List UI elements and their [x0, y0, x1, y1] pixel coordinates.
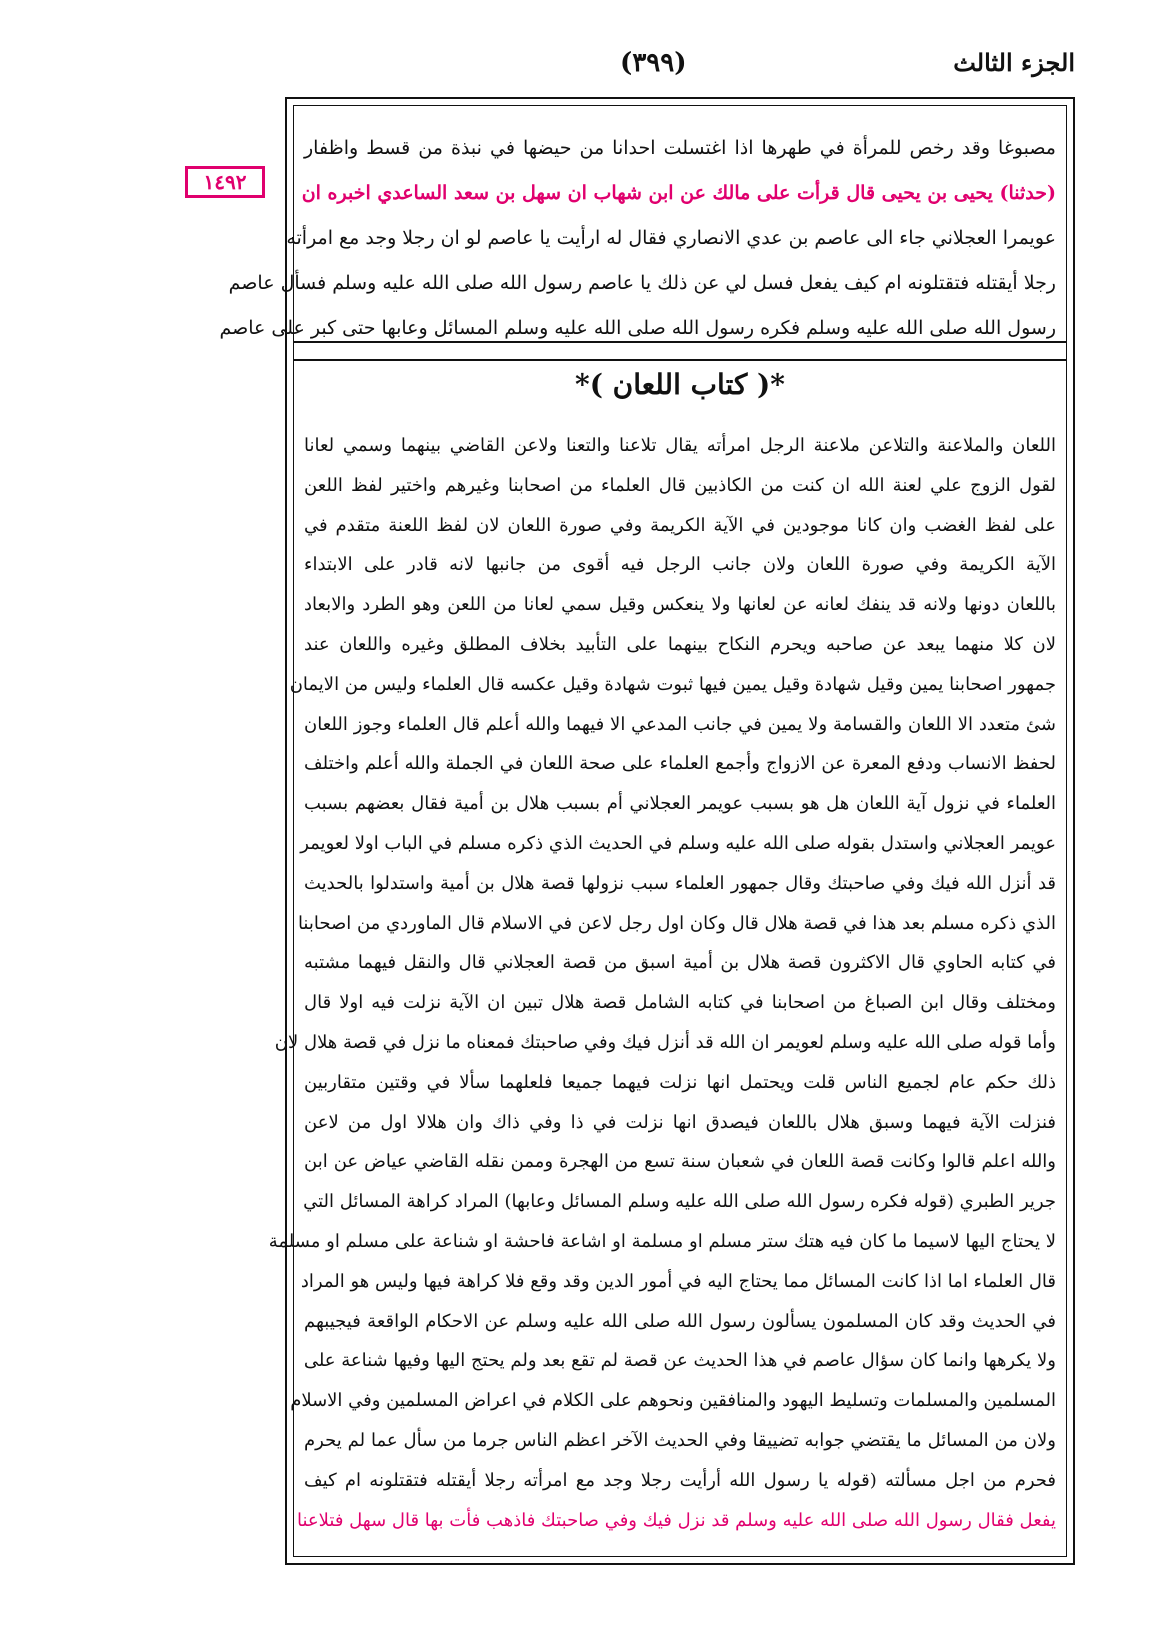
body-line: الآية الكريمة وفي صورة اللعان ولان جانب الرجل فيه أقوى من جانبها لانه قادر على الابتداء	[304, 554, 1056, 576]
hadith-line: رسول الله صلى الله عليه وسلم فكره رسول الله صلى الله عليه وسلم المسائل وعابها حتى كبر على عاصم	[219, 317, 1056, 339]
body-line: العلماء في نزول آية اللعان هل هو بسبب عويمر العجلاني أم بسبب هلال بن أمية فقال بعضهم بسبب	[304, 793, 1056, 815]
body-line: في الحديث وقد كان المسلمون يسألون رسول الله صلى الله عليه وسلم عن الاحكام الواقعة فيجيبهم	[304, 1310, 1056, 1332]
body-line: وأما قوله صلى الله عليه وسلم لعويمر ان الله قد أنزل فيك وفي صاحبتك فمعناه ما نزل في قصة هلال لان	[274, 1031, 1056, 1053]
body-line: على لفظ الغضب وان كانا موجودين في الآية الكريمة وفي صورة اللعان لان لفظ اللعنة متقدم في	[304, 514, 1056, 536]
body-line: لحفظ الانساب ودفع المعرة عن الازواج وأجمع العلماء على صحة اللعان في الجملة والله أعلم واختلف	[304, 753, 1056, 775]
section-divider	[294, 341, 1066, 361]
body-line: لقول الزوج علي لعنة الله ان كنت من الكاذبين قال العلماء من اصحابنا وغيرهم واختير لفظ اللعن	[304, 474, 1056, 496]
part-title: الجزء الثالث	[953, 48, 1075, 77]
body-line: عويمر العجلاني واستدل بقوله صلى الله عليه وسلم في الحديث الذي ذكره مسلم في الباب اولا لعويمر	[300, 832, 1056, 854]
body-line: في كتابه الحاوي قال الاكثرون قصة هلال بن أمية اسبق من قصة العجلاني قال والنقل فيهما مشتبه	[304, 952, 1056, 974]
body-line: والله اعلم قالوا وكانت قصة اللعان في شعبان سنة تسع من الهجرة وممن نقله القاضي عياض عن ابن	[304, 1151, 1056, 1173]
body-line: ولان من المسائل ما يقتضي جوابه تضييقا وفي الحديث الآخر اعظم الناس جرما من سأل عما لم يحرم	[304, 1429, 1056, 1451]
body-line: اللعان والملاعنة والتلاعن ملاعنة الرجل امرأته يقال تلاعنا والتعنا ولاعن القاضي بينهما وسمي لعانا	[304, 435, 1056, 456]
commentary-text-block	[268, 426, 1056, 1540]
body-line: ولا يكرهها وانما كان سؤال عاصم في هذا الحديث عن قصة لم تقع بعد ولم يحتج اليها وفيها شناعة على	[303, 1350, 1056, 1372]
page-header	[285, 48, 1075, 88]
body-line: باللعان دونها ولانه قد ينفك لعانه عن لعانها ولا ينعكس وقيل سمي لعانا من اللعن وهو الطرد والابعاد	[304, 594, 1056, 616]
body-line: جرير الطبري (قوله فكره رسول الله صلى الله عليه وسلم المسائل وعابها) المراد كراهة المسائل التي	[303, 1191, 1056, 1213]
body-line: قال العلماء اما اذا كانت المسائل مما يحتاج اليه في أمور الدين وقد وقع فلا كراهة فيها وليس هو المراد	[300, 1270, 1056, 1292]
body-line: شئ متعدد الا اللعان والقسامة ولا يمين في جانب المدعي الا فيهما والله أعلم قال العلماء وجوز اللعان	[304, 713, 1056, 735]
hadith-line: رجلا أيقتله فتقتلونه ام كيف يفعل فسل لي عن ذلك يا عاصم رسول الله صلى الله عليه وسلم فسأل عاصم	[228, 272, 1056, 294]
body-line: الذي ذكره مسلم بعد هذا في قصة هلال قال وكان اول رجل لاعن في الاسلام قال الماوردي من اصحابنا	[297, 912, 1056, 934]
body-line: ذلك حكم عام لجميع الناس قلت ويحتمل انها نزلت فيهما جميعا فلعلهما سألا في وقتين متقاربين	[304, 1071, 1056, 1093]
body-line: لا يحتاج اليها لاسيما ما كان فيه هتك ستر مسلم او مسلمة او اشاعة فاحشة او شناعة على مسلم او مسلمة	[268, 1230, 1056, 1252]
hadith-line: عويمرا العجلاني جاء الى عاصم بن عدي الانصاري فقال له ارأيت يا عاصم لو ان رجلا وجد مع امرأته	[286, 227, 1056, 249]
body-line: قد أنزل الله فيك وفي صاحبتك وقال جمهور العلماء سبب نزولها قصة هلال بن أمية واستدلوا بالحديث	[304, 872, 1056, 894]
body-line: لان كلا منهما يبعد عن صاحبه ويحرم النكاح بينهما على التأبيد بخلاف المطلق وغيره واللعان عند	[304, 633, 1056, 655]
body-line: يفعل فقال رسول الله صلى الله عليه وسلم قد نزل فيك وفي صاحبتك فاذهب فأت بها قال سهل فتلاعنا	[297, 1509, 1056, 1531]
page-number: (٣٩٩)	[620, 48, 687, 78]
body-line: فنزلت الآية فيهما وسبق هلال باللعان فيصدق انها نزلت في ذا وفي ذاك وان هلالا اول من لاعن	[304, 1111, 1056, 1133]
body-line: المسلمين والمسلمات وتسليط اليهود والمنافقين ونحوهم على الكلام في اعراض المسلمين وفي الاسلام	[290, 1390, 1056, 1412]
hadith-line: مصبوغا وقد رخص للمرأة في طهرها اذا اغتسلت احدانا من حيضها في نبذة من قسط واظفار	[304, 137, 1056, 159]
hadith-line: (حدثنا) يحيى بن يحيى قال قرأت على مالك عن ابن شهاب ان سهل بن سعد الساعدي اخبره ان	[301, 182, 1056, 204]
body-line: جمهور اصحابنا يمين وقيل شهادة وقيل يمين فيها ثبوت شهادة وقيل عكسه قال العلماء وليس من الايمان	[289, 673, 1056, 695]
hadith-number-badge: ١٤٩٢	[185, 166, 265, 198]
body-line: فحرم من اجل مسألته (قوله يا رسول الله أرأيت رجلا وجد مع امرأته رجلا أيقتله فتقتلونه ام كيف	[304, 1469, 1056, 1491]
chapter-title: *( كتاب اللعان )*	[575, 368, 785, 401]
body-line: ومختلف وقال ابن الصباغ من اصحابنا في كتابه الشامل قصة هلال تبين ان الآية نزلت فيه اولا قال	[304, 992, 1056, 1014]
